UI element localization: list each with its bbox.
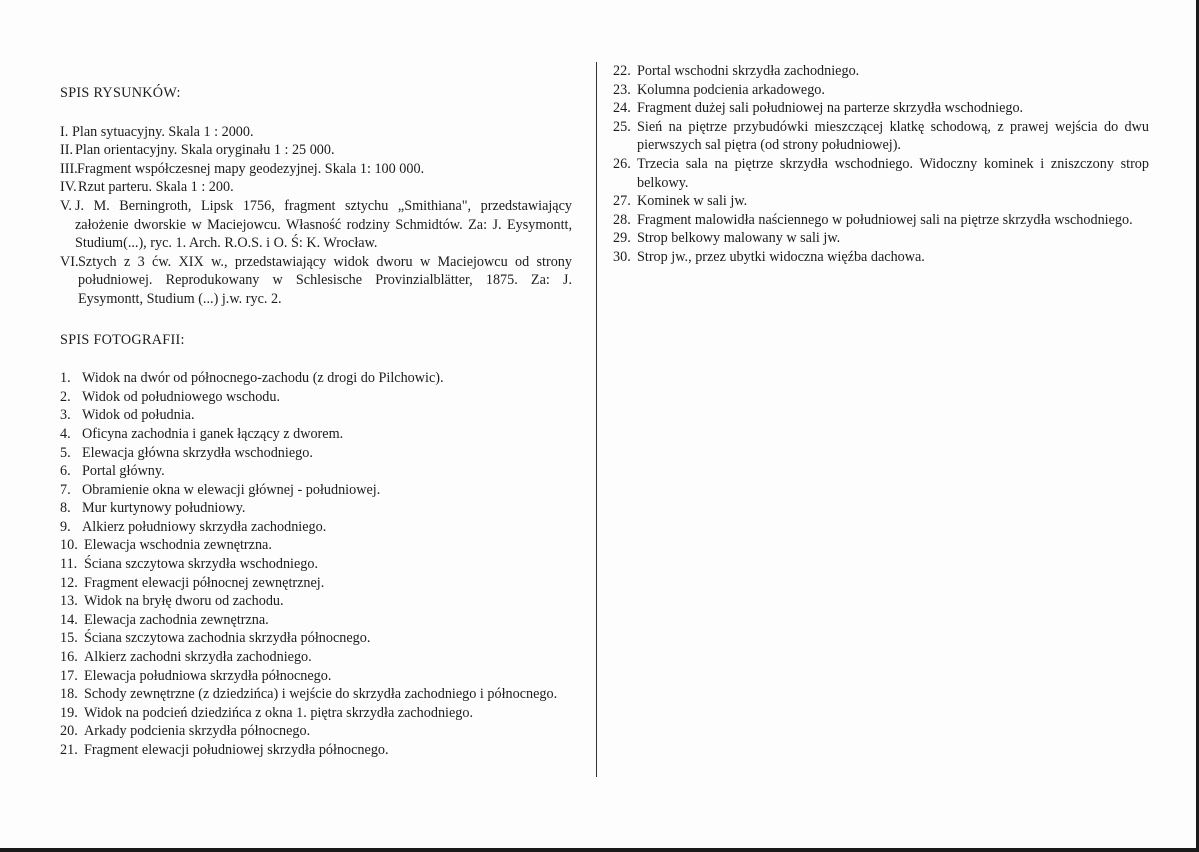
item-number: 24. [613,100,631,117]
page-edge-bottom [0,848,1199,852]
item-text: Oficyna zachodnia i ganek łączący z dworem. [82,425,344,442]
item-text: Obramienie okna w elewacji głównej - południowej. [82,481,381,498]
list-item [60,444,572,463]
item-text: Fragment elewacji północnej zewnętrznej. [84,574,325,591]
item-text: Elewacja główna skrzydła wschodniego. [82,444,313,461]
item-text: Plan orientacyjny. Skala oryginału 1 : 25 000. [75,142,335,159]
item-number: 18. [60,686,78,703]
list-item [613,229,1149,248]
list-item [60,141,572,160]
photos-list-left [60,369,572,759]
list-item [60,178,572,197]
item-text: Sztych z 3 ćw. XIX w., przedstawiający widok dworu w Maciejowcu od strony południowej. Reprodukowany w Schlesische Provinzialblätter, 1875. Za: J. Eysymontt, Studium (...) j.w. ryc. 2. [78,253,572,307]
list-item [60,518,572,537]
item-text: Widok na bryłę dworu od zachodu. [84,593,284,610]
item-number: 15. [60,630,78,647]
item-text: Ściana szczytowa skrzydła wschodniego. [84,556,319,573]
list-item [60,462,572,481]
item-number: II. [60,142,73,159]
item-number: VI. [60,253,79,270]
list-item [60,499,572,518]
list-item [60,722,572,741]
item-number: 14. [60,611,78,628]
item-text: Alkierz południowy skrzydła zachodniego. [82,518,327,535]
list-item [60,741,572,760]
item-text: Fragment malowidła naściennego w południowej sali na piętrze skrzydła wschodniego. [637,211,1133,228]
item-text: Strop belkowy malowany w sali jw. [637,230,841,247]
list-item [613,81,1149,100]
list-item [60,667,572,686]
item-text: Arkady podcienia skrzydła północnego. [84,723,311,740]
item-number: 20. [60,723,78,740]
item-number: 2. [60,388,71,405]
item-text: Alkierz zachodni skrzydła zachodniego. [84,649,312,666]
item-text: Widok na podcień dziedzińca z okna 1. piętra skrzydła zachodniego. [84,704,474,721]
item-number: 16. [60,649,78,666]
item-number: 22. [613,63,631,79]
item-text: Widok od południowego wschodu. [82,388,281,405]
item-number: 27. [613,193,631,210]
item-text: Portal wschodni skrzydła zachodniego. [637,63,860,79]
list-item [60,648,572,667]
item-text: Strop jw., przez ubytki widoczna więźba dachowa. [637,248,925,265]
right-column [613,62,1149,267]
item-number: 6. [60,463,71,480]
item-number: 29. [613,230,631,247]
list-item [60,481,572,500]
item-number: 25. [613,118,631,135]
list-item [60,160,572,179]
item-text: J. M. Berningroth, Lipsk 1756, fragment sztychu „Smithiana", przedstawiający założenie dworskie w Maciejowcu. Własność rodziny Schmidtów. Za: J. Eysymontt, Studium(...), ryc. 1. Arch. R.O.S. i O. Ś: K. Wrocław. [75,197,572,252]
item-text: Fragment elewacji południowej skrzydła północnego. [84,742,389,758]
list-item [613,155,1149,192]
figures-list [60,123,572,309]
photos-list-right [613,62,1149,267]
list-item [60,123,572,142]
item-number: 30. [613,248,631,265]
item-number: 19. [60,704,78,721]
item-number: 11. [60,556,78,573]
item-text: Elewacja zachodnia zewnętrzna. [84,611,269,628]
item-text: Elewacja południowa skrzydła północnego. [84,667,332,684]
photos-heading: SPIS FOTOGRAFII: [60,331,185,348]
item-number: 21. [60,742,78,758]
item-number: 23. [613,81,631,98]
list-item [60,536,572,555]
list-item [60,197,572,253]
item-number: IV. [60,179,77,196]
list-item [613,99,1149,118]
item-number: 12. [60,574,78,591]
item-text: Portal główny. [82,463,165,480]
list-item [613,118,1149,155]
item-text: Ściana szczytowa zachodnia skrzydła północnego. [84,630,371,647]
list-item [60,555,572,574]
item-text: Elewacja wschodnia zewnętrzna. [84,537,272,554]
column-divider [596,62,597,777]
list-item [613,211,1149,230]
list-item [60,629,572,648]
item-text: Sień na piętrze przybudówki mieszczącej klatkę schodową, z prawej wejścia do dwu pierwszych sal piętra (od strony południowej). [637,118,1149,154]
item-text: Plan sytuacyjny. Skala 1 : 2000. [72,123,254,140]
figures-heading: SPIS RYSUNKÓW: [60,85,181,101]
item-text: Fragment dużej sali południowej na parterze skrzydła wschodniego. [637,100,1024,117]
list-item [60,574,572,593]
list-item [60,685,572,704]
list-item [60,704,572,723]
item-text: Fragment współczesnej mapy geodezyjnej. Skala 1: 100 000. [77,160,425,177]
item-text: Rzut parteru. Skala 1 : 200. [78,179,234,196]
item-text: Schody zewnętrzne (z dziedzińca) i wejście do skrzydła zachodniego i północnego. [84,686,558,703]
item-number: 10. [60,537,78,554]
item-number: 9. [60,518,71,535]
item-number: I. [60,123,69,140]
item-number: 8. [60,500,71,517]
item-text: Widok na dwór od północnego-zachodu (z drogi do Pilchowic). [82,370,444,387]
item-number: 13. [60,593,78,610]
item-text: Trzecia sala na piętrze skrzydła wschodniego. Widoczny kominek i zniszczony strop belkowy. [637,155,1149,191]
list-item [60,369,572,388]
list-item [613,62,1149,81]
item-number: 4. [60,425,71,442]
left-column [60,84,572,760]
list-item [613,192,1149,211]
item-text: Widok od południa. [82,407,195,424]
list-item [60,611,572,630]
item-number: V. [60,197,72,214]
list-item [60,253,572,309]
list-item [60,592,572,611]
list-item [60,425,572,444]
item-number: III. [60,160,78,177]
item-number: 28. [613,211,631,228]
list-item [60,388,572,407]
item-number: 5. [60,444,71,461]
list-item [60,406,572,425]
item-number: 3. [60,407,71,424]
item-number: 1. [60,370,71,387]
item-text: Mur kurtynowy południowy. [82,500,246,517]
item-number: 17. [60,667,78,684]
item-number: 7. [60,481,71,498]
item-number: 26. [613,155,631,172]
list-item [613,248,1149,267]
item-text: Kolumna podcienia arkadowego. [637,81,825,98]
item-text: Kominek w sali jw. [637,193,748,210]
